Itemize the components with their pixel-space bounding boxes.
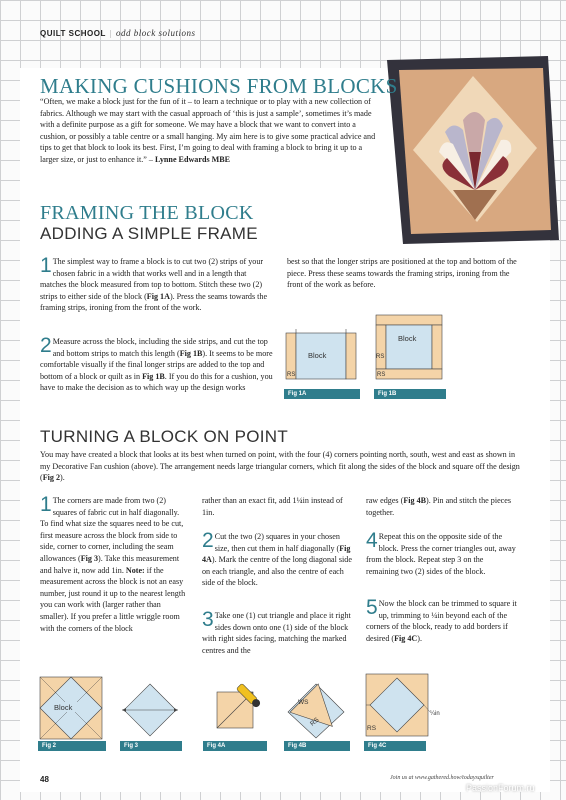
onpoint-step-1: 1 The corners are made from two (2) squares of fabric cut in half diagonally. To find what size the squares need to be cut, first measure across the block from side to side, corner to corner, including the seam allowances (Fig 3). Take this measurement and halve it, now add 1in. Note: if the measurement across the block is not an easy number, just round it up to the nearest length you can work with (larger rather than smaller). If you prefer a little wriggle room with the corners of the block (40, 493, 186, 633)
bottom-strip (376, 369, 442, 379)
fig-4b-label: Fig 4B (284, 741, 350, 751)
fig-4b-rs-label: RS (309, 716, 321, 728)
step-number: 3 (202, 608, 214, 631)
side-strip (376, 325, 386, 369)
fig-4c-label: Fig 4C (364, 741, 426, 751)
section-header (40, 28, 195, 38)
section-name: QUILT SCHOOL (40, 29, 106, 38)
page-number: 48 (40, 775, 49, 784)
onpoint-intro: You may have created a block that looks at its best when turned on point, with the four (4) corners pointing north, south, west and east as shown in my Decorative Fan cushion (above). The arrangement needs large triangular corners, which fit along the sides of the block and square off the design (Fig 2). (40, 450, 520, 483)
fig-3-label: Fig 3 (120, 741, 182, 751)
step-number: 2 (202, 529, 214, 552)
intro-paragraph (40, 96, 380, 166)
fig-1b-block-label: Block (398, 334, 417, 343)
framing-heading: FRAMING THE BLOCK (40, 202, 254, 224)
onpoint-step-5: 5 Now the block can be trimmed to square it up, trimming to ¼in beyond each of the corners of the block, ready to add borders if desired (Fig 4C). (366, 596, 517, 643)
fig-4c-rs-label: RS (367, 725, 377, 732)
fig-1a-rs-label: RS (287, 372, 296, 378)
fig-2 (38, 675, 106, 741)
block-square (386, 325, 432, 369)
intro-author: Lynne Edwards MBE (154, 154, 231, 164)
fig-2-label: Fig 2 (38, 741, 106, 751)
fig-4b (284, 678, 350, 740)
step-number: 1 (40, 254, 52, 277)
fig-2-block-label: Block (54, 703, 73, 712)
framing-step-1: 1 The simplest way to frame a block is to cut two (2) strips of your chosen fabric in a width that works well and in a length that matches the block measured from top to bottom. Stitch these two (2) strips to either side of the block (Fig 1A). Press the seams towards the framing strips, ironing from the front of the work. (40, 254, 268, 313)
onpoint-step-4: 4 Repeat this on the opposite side of the block. Press the corner triangles out, away from the block. Repeat step 3 on the remaining two (2) sides of the block. (366, 529, 516, 576)
framing-step-2: 2 Measure across the block, including the side strips, and cut the top and bottom strips to match this length (Fig 1B). It seems to be more comfortable visually if the final longer strips are added to the top and bottom of a block or quilt as in Fig 1B. If you do this for a cushion, you have to make the decision as to which way up the design works (40, 334, 273, 393)
fig-1b-rs-label: RS (377, 372, 386, 378)
header-separator: | (109, 29, 112, 38)
framing-subheading: ADDING A SIMPLE FRAME (40, 224, 258, 243)
onpoint-col3-top: raw edges (Fig 4B). Pin and stitch the pieces together. (366, 496, 511, 517)
onpoint-step-2: 2 Cut the two (2) squares in your chosen size, then cut them in half diagonally (Fig 4A). Mark the centre of the long diagonal side on each triangle, and also the centre of each side of the block. (202, 529, 352, 588)
fig-1b-label: Fig 1B (374, 389, 446, 399)
fig-1b (374, 312, 446, 390)
watermark: PassionForum.ru (466, 783, 535, 793)
cushion-photo (383, 40, 566, 250)
onpoint-heading: TURNING A BLOCK ON POINT (40, 427, 289, 446)
fig-4a-label: Fig 4A (203, 741, 267, 751)
step-number: 5 (366, 596, 378, 619)
footer-note: Join us at www.gathered.how/todaysquilter (390, 775, 494, 781)
step-number: 1 (40, 493, 52, 516)
fig-4c-quarter-label: ¼in (430, 711, 440, 717)
top-strip (376, 315, 442, 325)
framing-col2: best so that the longer strips are positioned at the top and bottom of the piece. Press these seams towards the framing strips, ironing from the front of the work as before. (287, 257, 517, 290)
section-subtitle: odd block solutions (115, 28, 196, 38)
fig-1a-block-label: Block (308, 351, 327, 360)
intro-text: “Often, we make a block just for the fun of it – to learn a technique or to play with a new collection of fabrics. Although we may start with the casual approach of ‘this is just a sample’, sometimes it’s made with a definite purpose as a gift for someone. We may have a block that we want to convert into a cushion, or possibly a table centre or a small hanging. My aim here is to give some practical advice and tips to get that block to look its best. First, I’m going to deal with framing a block to bring it up to a larger size, or just to enhance it.” – (40, 97, 376, 164)
step-number: 4 (366, 529, 378, 552)
side-strip (346, 333, 356, 379)
onpoint-col2-top: rather than an exact fit, add 1¼in instead of 1in. (202, 496, 343, 517)
fig-3 (118, 680, 182, 738)
fig-1b-rs-label: RS (376, 354, 385, 360)
side-strip (432, 325, 442, 369)
fig-4b-ws-label: WS (298, 699, 309, 706)
page-title: MAKING CUSHIONS FROM BLOCKS (40, 74, 398, 98)
fig-4a (203, 678, 267, 740)
fig-1a-label: Fig 1A (284, 389, 360, 399)
fig-1a (284, 327, 360, 389)
fig-4c (364, 672, 448, 740)
onpoint-step-3: 3 Take one (1) cut triangle and place it right sides down onto one (1) side of the block with right sides facing, matching the marked centres and the (202, 608, 351, 655)
step-number: 2 (40, 334, 52, 357)
